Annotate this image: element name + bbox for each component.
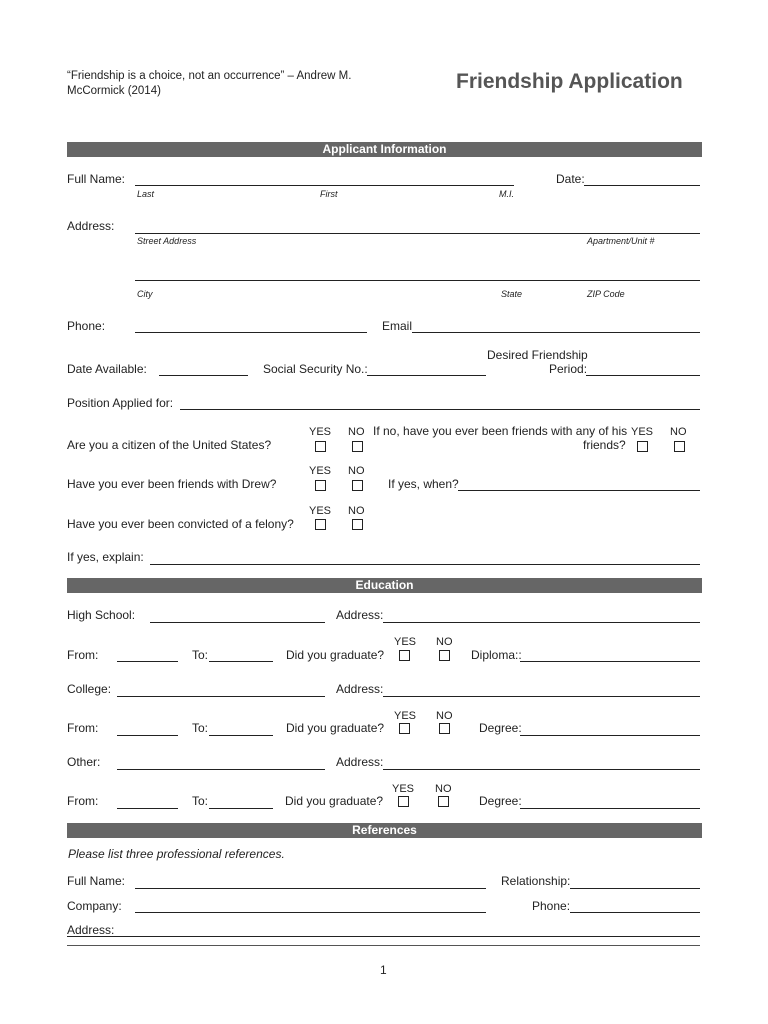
date-field[interactable] [584,185,700,186]
other-graduate-yes-label: YES [392,783,415,795]
hs-graduate-question: Did you graduate? [286,648,385,662]
other-graduate-yes-checkbox[interactable] [398,796,409,807]
high-school-address-field[interactable] [383,622,700,623]
college-graduate-no-checkbox[interactable] [439,723,450,734]
other-to-label: To: [192,794,209,808]
other-degree-field[interactable] [520,808,700,809]
citizen-yes-checkbox[interactable] [315,441,326,452]
other-degree-label: Degree: [479,794,522,808]
other-field[interactable] [117,769,325,770]
section-applicant-information: Applicant Information [67,142,702,157]
friends-no-label: NO [670,426,687,438]
college-graduate-question: Did you graduate? [286,721,385,735]
street-caption: Street Address [137,236,197,246]
friends-yes-checkbox[interactable] [637,441,648,452]
section-education: Education [67,578,702,593]
position-applied-label: Position Applied for: [67,396,174,410]
ref-relationship-label: Relationship: [501,874,571,888]
college-graduate-yes-checkbox[interactable] [399,723,410,734]
street-address-field[interactable] [135,233,700,234]
ref-phone-field[interactable] [570,912,700,913]
friends-yes-label: YES [631,426,654,438]
ref-relationship-field[interactable] [570,888,700,889]
drew-no-checkbox[interactable] [352,480,363,491]
explain-field[interactable] [150,564,700,565]
state-caption: State [501,289,523,299]
college-graduate-no-label: NO [436,710,453,722]
hs-from-label: From: [67,648,99,662]
desired-period-field[interactable] [586,375,700,376]
felony-yes-label: YES [309,505,332,517]
date-available-label: Date Available: [67,362,147,376]
phone-field[interactable] [135,332,367,333]
date-label: Date: [556,172,585,186]
diploma-label: Diploma:: [471,648,522,662]
drew-question: Have you ever been friends with Drew? [67,477,277,491]
citizen-no-checkbox[interactable] [352,441,363,452]
desired-period-label-line1: Desired Friendship [487,348,588,362]
high-school-field[interactable] [150,622,325,623]
page-number: 1 [380,963,387,977]
city-state-zip-field[interactable] [135,280,700,281]
section-references: References [67,823,702,838]
ref-address-field[interactable] [67,936,700,937]
other-from-label: From: [67,794,99,808]
if-no-question-line2: friends? [583,438,626,452]
ssn-field[interactable] [367,375,486,376]
citizen-yes-label: YES [309,426,332,438]
college-degree-label: Degree: [479,721,522,735]
college-degree-field[interactable] [520,735,700,736]
college-to-label: To: [192,721,209,735]
college-address-field[interactable] [383,696,700,697]
high-school-label: High School: [67,608,136,622]
college-label: College: [67,682,112,696]
other-label: Other: [67,755,101,769]
ref-full-name-label: Full Name: [67,874,126,888]
mi-caption: M.I. [499,189,514,199]
email-label: Email [382,319,413,333]
city-caption: City [137,289,153,299]
college-to-field[interactable] [209,735,273,736]
if-no-question-line1: If no, have you ever been friends with any of his [373,424,628,438]
citizen-question: Are you a citizen of the United States? [67,438,272,452]
divider [67,945,700,946]
full-name-field[interactable] [135,185,514,186]
page-title: Friendship Application [456,70,683,93]
other-graduate-no-checkbox[interactable] [438,796,449,807]
other-graduate-no-label: NO [435,783,452,795]
drew-no-label: NO [348,465,365,477]
college-address-label: Address: [336,682,384,696]
desired-period-label-line2: Period: [549,362,588,376]
hs-to-label: To: [192,648,209,662]
other-graduate-question: Did you graduate? [285,794,384,808]
high-school-address-label: Address: [336,608,384,622]
zip-caption: ZIP Code [587,289,625,299]
friends-no-checkbox[interactable] [674,441,685,452]
ref-address-label: Address: [67,923,115,937]
felony-no-label: NO [348,505,365,517]
college-from-field[interactable] [117,735,178,736]
college-graduate-yes-label: YES [394,710,417,722]
ref-company-label: Company: [67,899,122,913]
felony-question: Have you ever been convicted of a felony? [67,517,294,531]
address-label: Address: [67,219,115,233]
college-field[interactable] [117,696,325,697]
if-yes-when-label: If yes, when? [388,477,459,491]
hs-graduate-no-checkbox[interactable] [439,650,450,661]
felony-yes-checkbox[interactable] [315,519,326,530]
position-applied-field[interactable] [180,409,700,410]
explain-label: If yes, explain: [67,550,144,564]
other-address-label: Address: [336,755,384,769]
first-caption: First [320,189,338,199]
last-caption: Last [137,189,155,199]
full-name-label: Full Name: [67,172,126,186]
hs-graduate-yes-checkbox[interactable] [399,650,410,661]
references-instruction: Please list three professional references. [68,847,285,861]
email-field[interactable] [412,332,700,333]
citizen-no-label: NO [348,426,365,438]
ref-phone-label: Phone: [532,899,571,913]
quote-line-1: “Friendship is a choice, not an occurrence” – Andrew M. [67,70,352,82]
drew-yes-checkbox[interactable] [315,480,326,491]
other-to-field[interactable] [209,808,273,809]
hs-to-field[interactable] [209,661,273,662]
diploma-field[interactable] [520,661,700,662]
other-address-field[interactable] [383,769,700,770]
college-from-label: From: [67,721,99,735]
phone-label: Phone: [67,319,106,333]
hs-graduate-yes-label: YES [394,636,417,648]
ref-company-field[interactable] [135,912,486,913]
hs-from-field[interactable] [117,661,178,662]
quote-line-2: McCormick (2014) [67,85,161,97]
other-from-field[interactable] [117,808,178,809]
date-available-field[interactable] [159,375,248,376]
apartment-caption: Apartment/Unit # [587,236,655,246]
drew-yes-label: YES [309,465,332,477]
felony-no-checkbox[interactable] [352,519,363,530]
ref-full-name-field[interactable] [135,888,486,889]
ssn-label: Social Security No.: [263,362,368,376]
hs-graduate-no-label: NO [436,636,453,648]
if-yes-when-field[interactable] [458,490,700,491]
